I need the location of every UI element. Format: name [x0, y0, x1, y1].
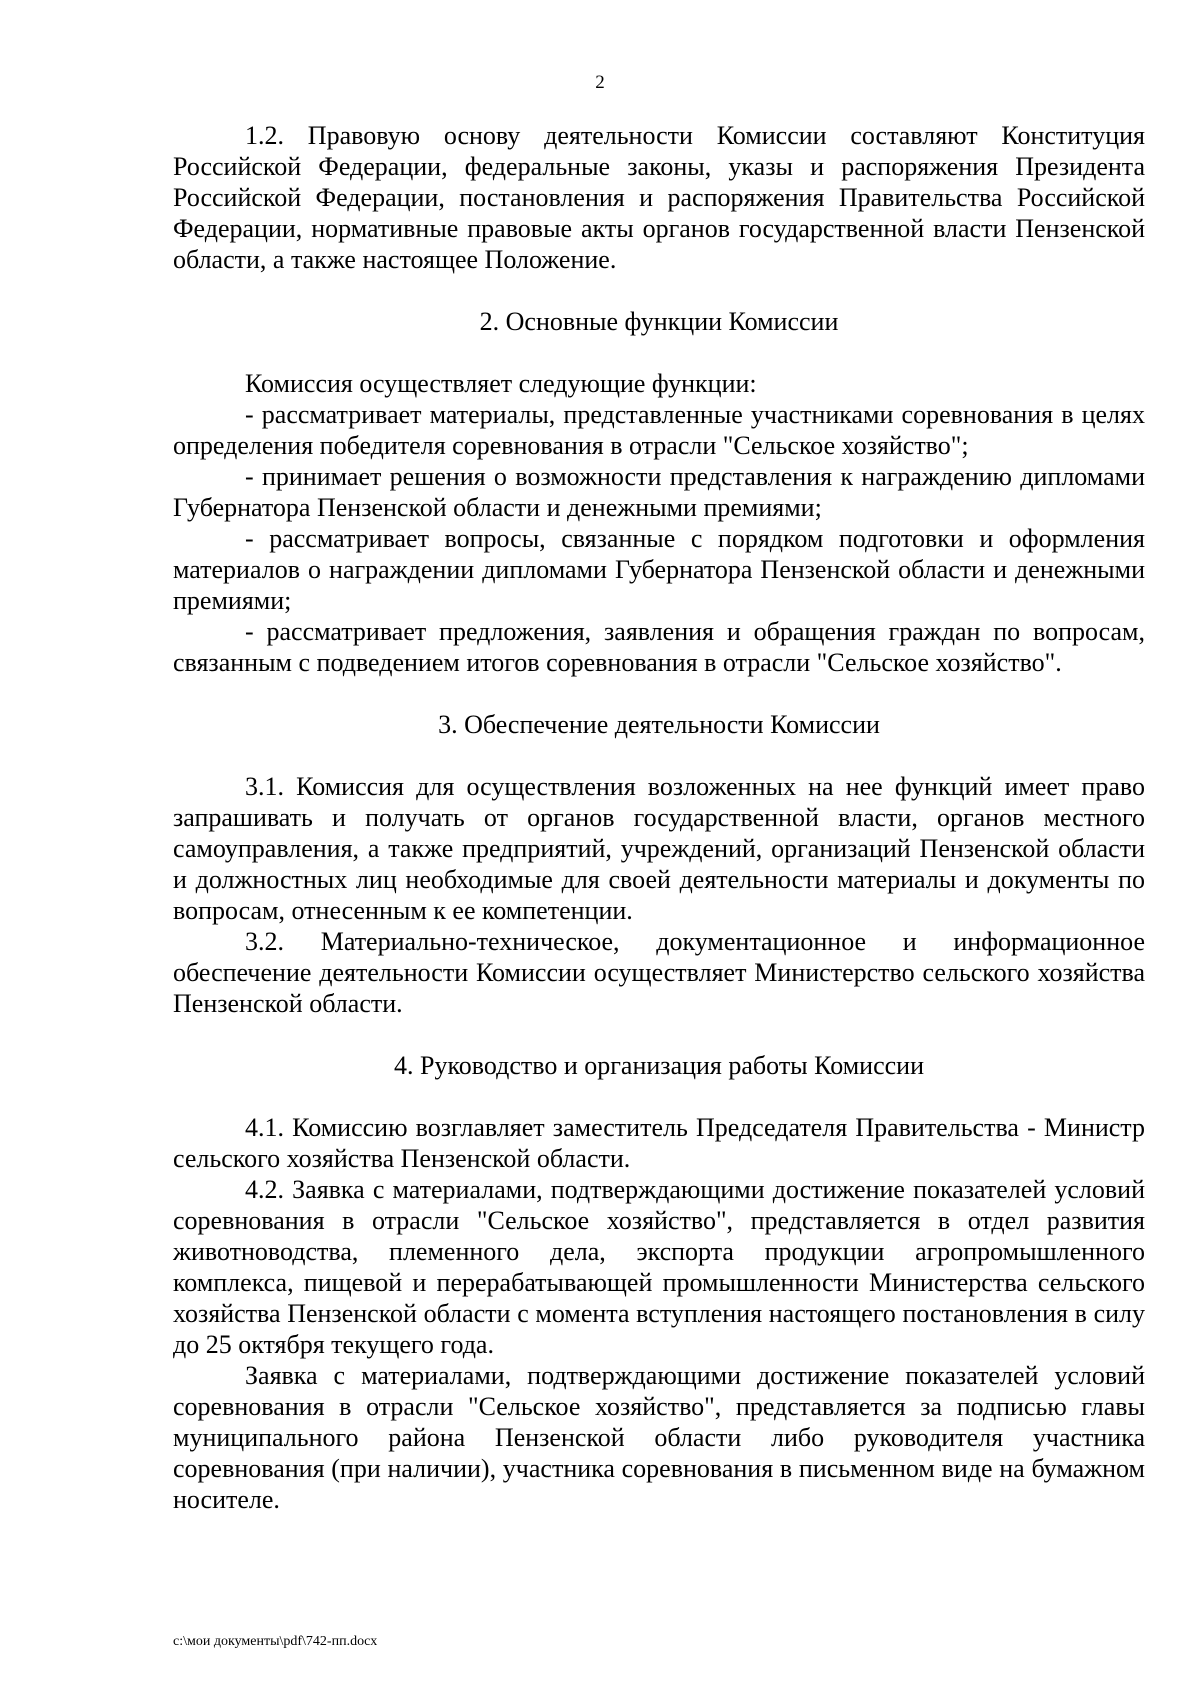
- paragraph-2-item-c: - рассматривает вопросы, связанные с порядком подготовки и оформления материалов о награждении дипломами Губернатора Пензенской области и денежными премиями;: [173, 524, 1145, 615]
- footer-file-path: c:\мои документы\pdf\742-пп.docx: [173, 1634, 378, 1649]
- paragraph-3-1: 3.1. Комиссия для осуществления возложенных на нее функций имеет право запрашивать и получать от органов государственной власти, органов местного самоуправления, а также предприятий, учреждений, организаций Пензенской области и должностных лиц необходимые для своей деятельности материалы и документы по вопросам, отнесенным к ее компетенции.: [173, 772, 1145, 925]
- spacer: [173, 1019, 1145, 1050]
- paragraph-2-item-b: - принимает решения о возможности представления к награждению дипломами Губернатора Пензенской области и денежными премиями;: [173, 462, 1145, 522]
- paragraph-3-2: 3.2. Материально-техническое, документационное и информационное обеспечение деятельности Комиссии осуществляет Министерство сельского хозяйства Пензенской области.: [173, 927, 1145, 1018]
- section-heading-3: 3. Обеспечение деятельности Комиссии: [438, 710, 880, 739]
- paragraph-2-item-d: - рассматривает предложения, заявления и обращения граждан по вопросам, связанным с подведением итогов соревнования в отрасли "Сельское хозяйство".: [173, 617, 1145, 677]
- spacer: [173, 337, 1145, 368]
- paragraph-2-item-a: - рассматривает материалы, представленные участниками соревнования в целях определения победителя соревнования в отрасли "Сельское хозяйство";: [173, 400, 1145, 460]
- paragraph-2-intro: Комиссия осуществляет следующие функции:: [245, 369, 757, 398]
- paragraph-4-2-continued: Заявка с материалами, подтверждающими достижение показателей условий соревнования в отрасли "Сельское хозяйство", представляется за подписью главы муниципального района Пензенской области либо руководителя участника соревнования (при наличии), участника соревнования в письменном виде на бумажном носителе.: [173, 1361, 1145, 1514]
- document-body: [173, 120, 1145, 1515]
- section-heading-4: 4. Руководство и организация работы Комиссии: [394, 1051, 924, 1080]
- page-number: 2: [595, 72, 605, 93]
- spacer: [173, 740, 1145, 771]
- paragraph-1-2: 1.2. Правовую основу деятельности Комиссии составляют Конституция Российской Федерации, федеральные законы, указы и распоряжения Президента Российской Федерации, постановления и распоряжения Правительства Российской Федерации, нормативные правовые акты органов государственной власти Пензенской области, а также настоящее Положение.: [173, 121, 1145, 274]
- paragraph-4-1: 4.1. Комиссию возглавляет заместитель Председателя Правительства - Министр сельского хозяйства Пензенской области.: [173, 1113, 1145, 1173]
- spacer: [173, 275, 1145, 306]
- paragraph-4-2: 4.2. Заявка с материалами, подтверждающими достижение показателей условий соревнования в отрасли "Сельское хозяйство", представляется в отдел развития животноводства, племенного дела, экспорта продукции агропромышленного комплекса, пищевой и перерабатывающей промышленности Министерства сельского хозяйства Пензенской области с момента вступления настоящего постановления в силу до 25 октября текущего года.: [173, 1175, 1145, 1359]
- spacer: [173, 1081, 1145, 1112]
- spacer: [173, 678, 1145, 709]
- section-heading-2: 2. Основные функции Комиссии: [479, 307, 839, 336]
